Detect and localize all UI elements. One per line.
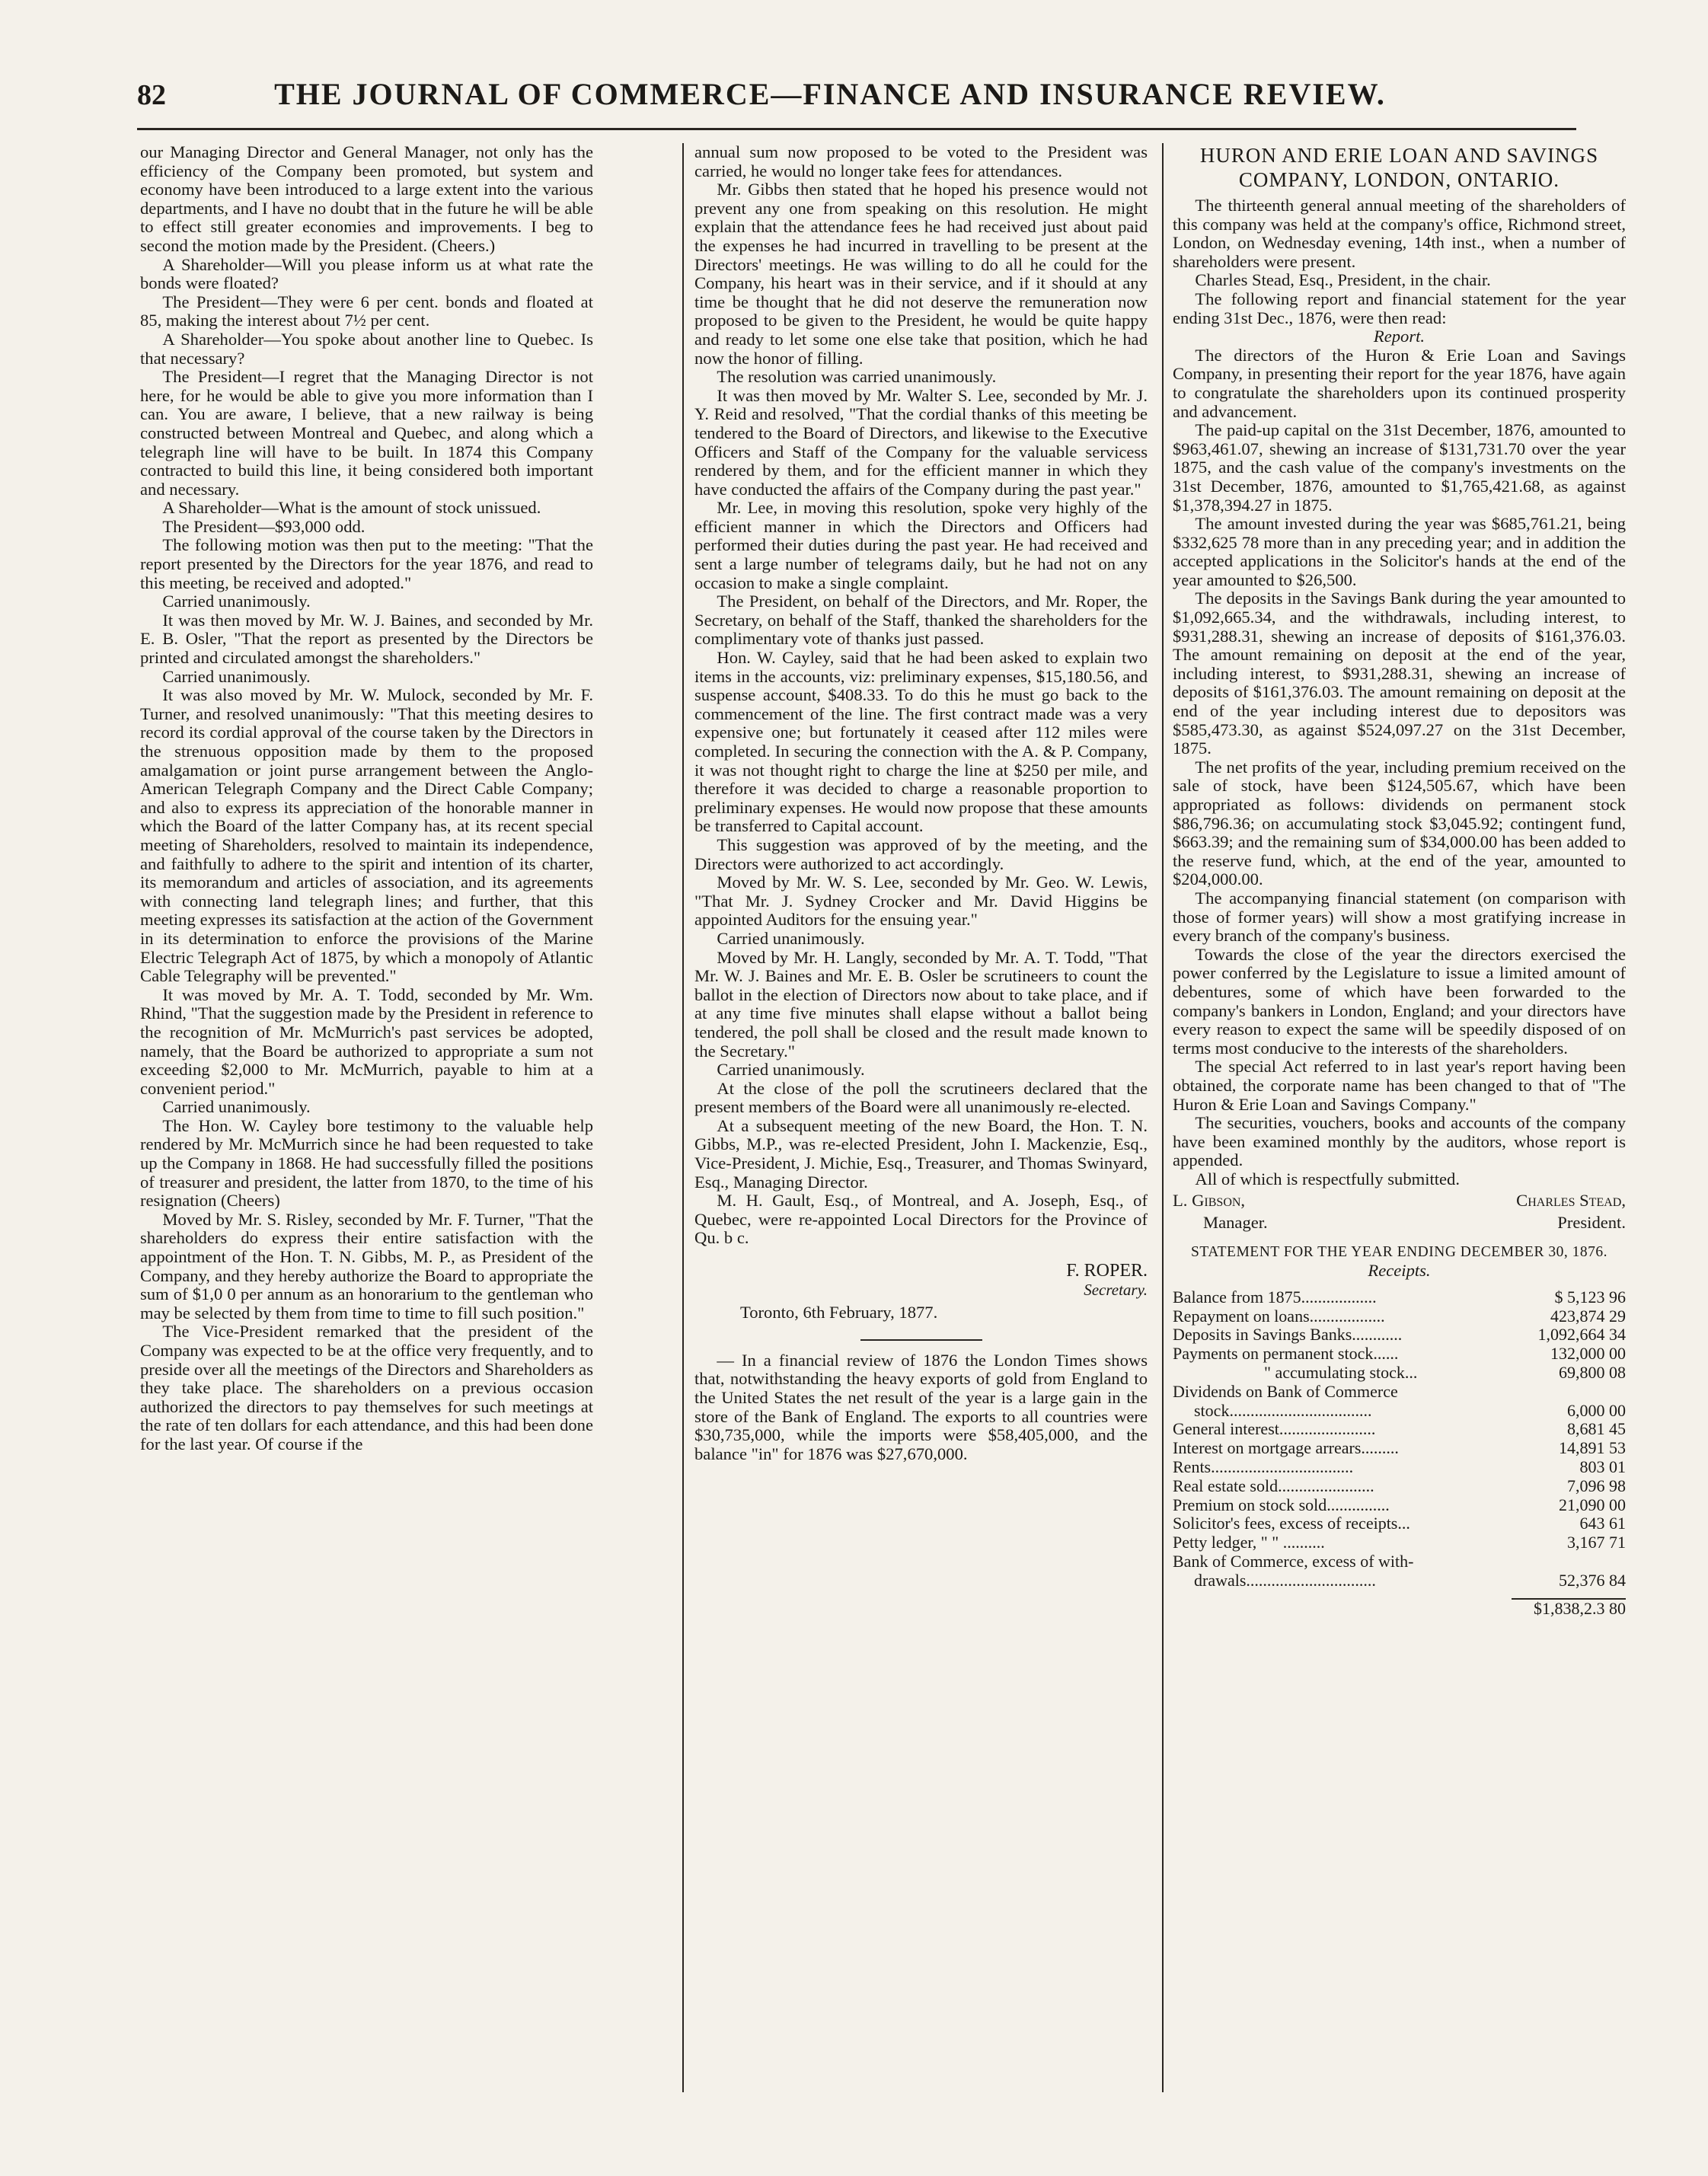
receipt-label: Repayment on loans.................. [1173, 1306, 1385, 1326]
paragraph: A Shareholder—Will you please inform us at what rate the bonds were floated? [140, 254, 593, 293]
column-2 [694, 143, 1148, 2092]
paragraph: The thirteenth general annual meeting of the shareholders of this company was held at the company's office, Richmond street, London, on Wednesday evening, 14th inst., when a number of shareholders were present. [1173, 196, 1626, 271]
paragraph: Carried unanimously. [162, 592, 311, 611]
paragraph: annual sum now proposed to be voted to the President was carried, he would no longer take fees for attendances. [694, 143, 1148, 180]
column-divider-2 [1162, 143, 1164, 2092]
receipt-amount: 643 61 [1579, 1514, 1626, 1533]
manager-name: L. Gibson, [1173, 1191, 1246, 1211]
paragraph: Mr. Gibbs then stated that he hoped his presence would not prevent any one from speaking on this resolution. He might explain that the attendance fees he had received just about paid the expenses he had incurred in travelling to be present at the Directors' meetings. He was willing to do all he could for the Company, his heart was in their service, and if it should at any time be thought that he did not deserve the remuneration now proposed to be given to the President, he would be quite happy and ready to let some one else take that position, which he had now the honor of filling. [694, 180, 1148, 368]
receipt-amount: 132,000 00 [1550, 1344, 1626, 1364]
paragraph: Towards the close of the year the directors exercised the power conferred by the Legislature to issue a limited amount of debentures, some of which have been forwarded to the company's bankers in London, England; and your directors have every reason to expect the same will be speedily disposed of on terms most conducive to the interests of the shareholders. [1173, 944, 1626, 1058]
receipt-label: stock.................................. [1194, 1400, 1372, 1420]
receipt-label: drawals............................... [1194, 1570, 1376, 1590]
paragraph: The accompanying financial statement (on comparison with those of former years) will show a most gratifying increase in every branch of the company's business. [1173, 888, 1626, 946]
receipts-total-row [1173, 1591, 1626, 1619]
receipt-label: Premium on stock sold............... [1173, 1495, 1390, 1514]
paragraph: The President—I regret that the Managing Director is not here, for he would be able to give you more information than I can. You are aware, I believe, that a new railway is being constructed between Montreal and Quebec, and along which a telegraph line will have to be built. In 1874 this Company contracted to build this line, it being considered both important and necessary. [140, 367, 593, 499]
receipt-amount: 14,891 53 [1559, 1438, 1626, 1458]
receipt-row [1173, 1345, 1626, 1364]
paragraph: Carried unanimously. [717, 928, 865, 948]
paragraph: Hon. W. Cayley, said that he had been asked to explain two items in the accounts, viz: preliminary expenses, $15,180.56, and suspense account, $408.33. To do this he must go back to the commencement of the line. The first contract made was a very expensive one; but fortunately it ceased after 112 miles were completed. In securing the connection with the A. & P. Company, it was not thought right to charge the line at $250 per mile, and therefore it was decided to charge a reasonable proportion to preliminary expenses. He would now propose that these amounts be transferred to Capital account. [694, 648, 1148, 836]
president-title: President. [1557, 1213, 1626, 1233]
receipt-row [1173, 1402, 1626, 1421]
secretary-signature: F. ROPER. [1066, 1261, 1148, 1281]
paragraph: The special Act referred to in last year's report having been obtained, the corporate name has been changed to that of "The Huron & Erie Loan and Savings Company." [1173, 1057, 1626, 1114]
receipt-amount: 52,376 84 [1559, 1570, 1626, 1590]
paragraph: The President—They were 6 per cent. bonds and floated at 85, making the interest about 7½ per cent. [140, 292, 593, 330]
article-title: HURON AND ERIE LOAN AND SAVINGS COMPANY, LONDON, ONTARIO. [1199, 144, 1599, 191]
receipt-label: General interest....................... [1173, 1419, 1376, 1439]
receipt-label: Payments on permanent stock...... [1173, 1344, 1399, 1364]
receipt-label: Deposits in Savings Banks............ [1173, 1325, 1403, 1345]
paragraph: Carried unanimously. [162, 1097, 311, 1117]
statement-heading: STATEMENT FOR THE YEAR ENDING DECEMBER 30, 1876. [1191, 1243, 1607, 1260]
receipt-row [1173, 1496, 1626, 1515]
page-number: 82 [137, 79, 166, 111]
financial-review-paragraph: — In a financial review of 1876 the London Times shows that, notwithstanding the heavy exports of gold from England to the United States the net result of the year is a large gain in the store of the Bank of England. The exports to all countries were $30,735,000, while the imports were $58,405,000, and the balance "in" for 1876 was $27,670,000. [694, 1350, 1148, 1463]
header-rule [137, 128, 1576, 130]
receipts-total: $1,838,2.3 80 [1534, 1598, 1626, 1618]
receipts-table [1173, 1288, 1626, 1619]
paragraph: This suggestion was approved of by the meeting, and the Directors were authorized to act accordingly. [694, 834, 1148, 873]
paragraph: Mr. Lee, in moving this resolution, spoke very highly of the efficient manner in which the Directors and Officers had performed their duties during the past year. He had received and sent a large number of telegrams daily, but he had not on any occasion to make a single complaint. [694, 498, 1148, 592]
receipt-row [1173, 1326, 1626, 1345]
receipt-amount: 6,000 00 [1567, 1400, 1626, 1420]
receipt-amount: 423,874 29 [1550, 1306, 1626, 1326]
receipt-row [1173, 1458, 1626, 1477]
paragraph: The following motion was then put to the meeting: "That the report presented by the Directors for the year 1876, and read to this meeting, be received and adopted." [140, 535, 593, 592]
paragraph: The securities, vouchers, books and accounts of the company have been examined monthly by the auditors, whose report is appended. [1173, 1113, 1626, 1170]
receipt-row [1173, 1514, 1626, 1533]
receipt-amount: 69,800 08 [1559, 1363, 1626, 1383]
paragraph: Carried unanimously. [162, 666, 311, 686]
receipt-label: Dividends on Bank of Commerce [1173, 1381, 1398, 1401]
receipt-amount: 1,092,664 34 [1537, 1325, 1626, 1345]
manager-title: Manager. [1203, 1213, 1268, 1233]
column-divider-1 [682, 143, 684, 2092]
section-rule [860, 1339, 982, 1341]
receipt-amount: 3,167 71 [1567, 1533, 1626, 1552]
receipt-label: Interest on mortgage arrears......... [1173, 1438, 1399, 1458]
receipt-label: Bank of Commerce, excess of with- [1173, 1552, 1414, 1571]
president-name: Charles Stead, [1516, 1191, 1626, 1211]
receipt-row [1173, 1364, 1626, 1383]
receipt-label: " accumulating stock... [1264, 1363, 1418, 1383]
receipt-amount [1512, 1552, 1626, 1571]
receipt-label: Balance from 1875.................. [1173, 1287, 1377, 1307]
paragraph: At the close of the poll the scrutineers declared that the present members of the Board were all unanimously re-elected. [694, 1078, 1148, 1117]
receipt-amount: 803 01 [1579, 1457, 1626, 1477]
paragraph: M. H. Gault, Esq., of Montreal, and A. Joseph, Esq., of Quebec, were re-appointed Local Directors for the Province of Qu. b c. [694, 1191, 1148, 1248]
receipt-row [1173, 1552, 1626, 1571]
paragraph: The directors of the Huron & Erie Loan and Savings Company, in presenting their report for the year 1876, have again to congratulate the shareholders upon its continued prosperity and advancement. [1173, 345, 1626, 421]
paragraph: The President—$93,000 odd. [162, 516, 366, 536]
paragraph: The Vice-President remarked that the president of the Company was expected to be at the office very frequently, and to preside over all the meetings of the Directors and Shareholders as they take place. The shareholders on a previous occasion authorized the directors to pay themselves for such meetings at the rate of ten dollars for each attendance, and this had been done for the last year. Of course if the [140, 1322, 593, 1453]
paragraph: At a subsequent meeting of the new Board, the Hon. T. N. Gibbs, M.P., was re-elected President, John I. Mackenzie, Esq., Vice-President, J. Michie, Esq., Treasurer, and Thomas Swinyard, Esq., Managing Director. [694, 1115, 1148, 1192]
paragraph: It was then moved by Mr. W. J. Baines, and seconded by Mr. E. B. Osler, "That the report as presented by the Directors be printed and circulated amongst the shareholders." [140, 610, 593, 668]
receipt-label: Solicitor's fees, excess of receipts... [1173, 1514, 1410, 1533]
paragraph: Moved by Mr. W. S. Lee, seconded by Mr. Geo. W. Lewis, "That Mr. J. Sydney Crocker and Mr. David Higgins be appointed Auditors for the ensuing year." [694, 873, 1148, 930]
receipt-amount: 8,681 45 [1567, 1419, 1626, 1439]
paragraph: It was also moved by Mr. W. Mulock, seconded by Mr. F. Turner, and resolved unanimously: "That this meeting desires to record its cordial approval of the course taken by the Directors in the strenuous opposition made by them to the proposed amalgamation or joint purse arrangement between the Anglo-American Telegraph Company and the Direct Cable Company; and also to express its appreciation of the honorable manner in which the Board of the latter Company has, at its recent special meeting of Shareholders, resolved to maintain its independence, and faithfully to adhere to the spirit and intention of its charter, its memorandum and articles of association, and its agreements with connecting land telegraph lines; and further, that this meeting expresses its satisfaction at the action of the Government in its determination to enforce the provisions of the Marine Electric Telegraph Act of 1875, by which a monopoly of Atlantic Cable Telegraphy will be prevented." [140, 685, 593, 986]
journal-title: THE JOURNAL OF COMMERCE—FINANCE AND INSURANCE REVIEW. [274, 77, 1386, 111]
paragraph: Carried unanimously. [717, 1060, 865, 1080]
paragraph: Moved by Mr. S. Risley, seconded by Mr. F. Turner, "That the shareholders do express their entire satisfaction with the appointment of the Hon. T. N. Gibbs, M. P., as President of the Company, and they hereby authorize the Board to appropriate the sum of $1,0 0 per annum as an honorarium to the gentleman who may be selected by them from time to time to fill such position." [140, 1209, 593, 1323]
signers-titles [1173, 1214, 1626, 1233]
receipts-heading: Receipts. [1368, 1261, 1431, 1281]
receipt-row [1173, 1477, 1626, 1496]
receipt-label: Petty ledger, " " .......... [1173, 1533, 1325, 1552]
receipt-label: Real estate sold....................... [1173, 1476, 1374, 1495]
receipt-amount: 7,096 98 [1567, 1476, 1626, 1495]
receipt-row [1173, 1533, 1626, 1552]
page-header [137, 76, 1432, 114]
receipt-row [1173, 1383, 1626, 1402]
receipt-row [1173, 1288, 1626, 1307]
signers-names [1173, 1192, 1626, 1211]
receipt-row [1173, 1307, 1626, 1326]
paragraph: The President, on behalf of the Directors, and Mr. Roper, the Secretary, on behalf of the Staff, thanked the shareholders for the complimentary vote of thanks just passed. [694, 592, 1148, 649]
receipt-amount: $ 5,123 96 [1554, 1287, 1626, 1307]
paragraph: The Hon. W. Cayley bore testimony to the valuable help rendered by Mr. McMurrich since he had been requested to take up the Company in 1868. He had successfully filled the positions of treasurer and president, the latter from 1870, to the time of his resignation (Cheers) [140, 1115, 593, 1211]
paragraph: our Managing Director and General Manager, not only has the efficiency of the Company been promoted, but system and economy have been introduced to a large extent into the various departments, and I have no doubt that in the future he will be able to effect still greater economies and improvements. I beg to second the motion made by the President. (Cheers.) [140, 143, 593, 255]
paragraph: The deposits in the Savings Bank during the year amounted to $1,092,665.34, and the withdrawals, including interest, to $931,288.31, shewing an increase of deposits of $161,376.03. The amount remaining on deposit at the end of the year, including interest, to $931,288.31, shewing an increase of deposits of $161,376.03. The amount remaining on deposit at the end of the year including interest due to depositors was $585,473.30, as against $524,097.27 on the 31st December, 1875. [1173, 589, 1626, 758]
secretary-title: Secretary. [1084, 1280, 1148, 1299]
paragraph: The amount invested during the year was $685,761.21, being $332,625 78 more than in any preceding year; and in addition the accepted applications in the Solicitor's hands at the end of the year amounted to $26,500. [1173, 514, 1626, 589]
receipt-amount: 21,090 00 [1559, 1495, 1626, 1514]
paragraph: Charles Stead, Esq., President, in the chair. [1195, 270, 1491, 290]
receipt-row [1173, 1420, 1626, 1439]
report-heading: Report. [1373, 327, 1425, 346]
paragraph: It was moved by Mr. A. T. Todd, seconded by Mr. Wm. Rhind, "That the suggestion made by the President in reference to the recognition of Mr. McMurrich's past services be adopted, namely, that the Board be authorized to appropriate a sum not exceeding $2,000 to Mr. McMurrich, payable to him at a convenient period." [140, 984, 593, 1098]
paragraph: The net profits of the year, including premium received on the sale of stock, have been $124,505.67, which have been appropriated as follows: dividends on permanent stock $86,796.36; on accumulating stock $3,045.92; contingent fund, $663.39; and the remaining sum of $34,000.00 has been added to the reserve fund, which, at the end of the year, amounted to $204,000.00. [1173, 757, 1626, 889]
receipt-row [1173, 1571, 1626, 1591]
column-1 [140, 143, 593, 2092]
paragraph: It was then moved by Mr. Walter S. Lee, seconded by Mr. J. Y. Reid and resolved, "That the cordial thanks of this meeting be tendered to the Board of Directors, and likewise to the Executive Officers and Staff of the Company for the valuable servicess rendered by them, and for the efficient manner in which they have conducted the affairs of the Company during the past year." [694, 385, 1148, 499]
receipt-row [1173, 1439, 1626, 1458]
paragraph: A Shareholder—You spoke about another line to Quebec. Is that necessary? [140, 329, 593, 368]
paragraph: All of which is respectfully submitted. [1195, 1169, 1461, 1189]
dateline: Toronto, 6th February, 1877. [740, 1303, 938, 1323]
paragraph: The following report and financial statement for the year ending 31st Dec., 1876, were then read: [1173, 289, 1626, 327]
receipt-amount [1512, 1383, 1626, 1402]
paragraph: The resolution was carried unanimously. [717, 367, 997, 387]
paragraph: Moved by Mr. H. Langly, seconded by Mr. A. T. Todd, "That Mr. W. J. Baines and Mr. E. B. Osler be scrutineers to count the ballot in the election of Directors now about to take place, and if at any time five minutes shall elapse without a ballot being tendered, the poll shall be closed and the result made known to the Secretary." [694, 947, 1148, 1061]
column-3 [1173, 143, 1626, 2092]
receipt-label: Rents.................................. [1173, 1457, 1354, 1477]
paragraph: A Shareholder—What is the amount of stock unissued. [162, 498, 541, 518]
paragraph: The paid-up capital on the 31st December, 1876, amounted to $963,461.07, shewing an increase of $131,731.70 over the year 1875, and the cash value of the company's investments on the 31st December, 1876, amounted to $1,765,421.68, as against $1,378,394.27 in 1875. [1173, 420, 1626, 515]
